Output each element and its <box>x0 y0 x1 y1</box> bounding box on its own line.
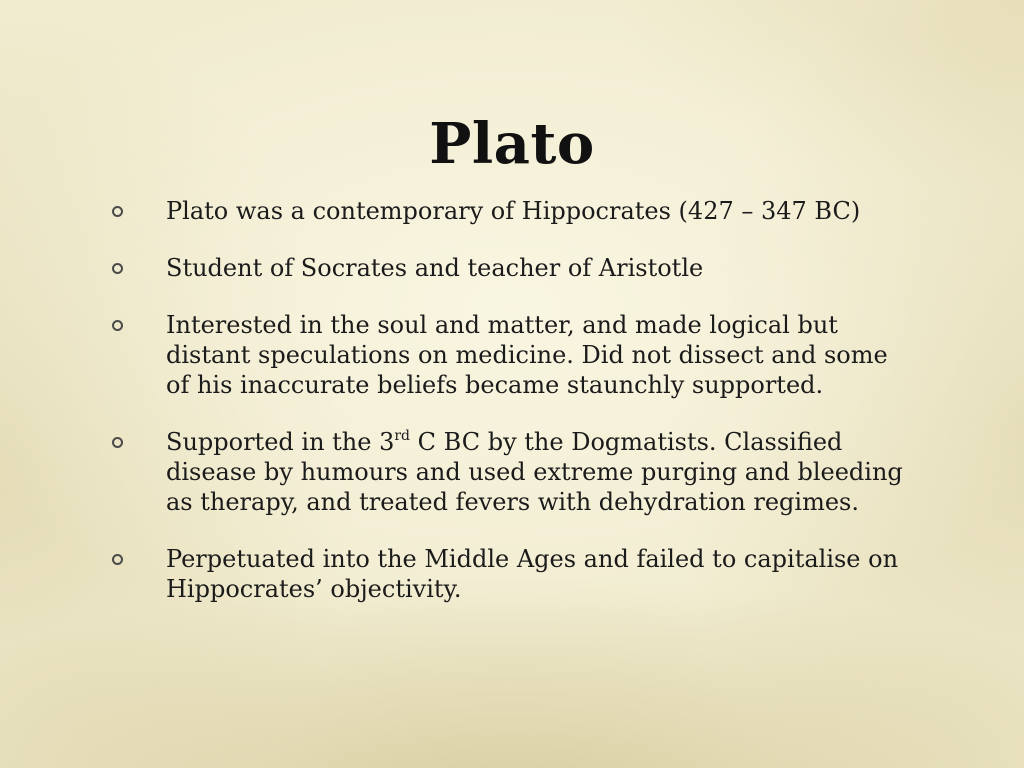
hollow-circle-icon <box>112 320 123 331</box>
bullet-text: Plato was a contemporary of Hippocrates (427 – 347 BC) <box>166 197 861 225</box>
bullet-text-before: Supported in the 3 <box>166 428 395 456</box>
bullet-item <box>112 310 912 400</box>
bullet-item <box>112 196 912 226</box>
bullet-text: Interested in the soul and matter, and made logical but distant speculations on medicine. Did not dissect and some of his inaccurate beliefs became staunchly supported. <box>166 311 888 399</box>
hollow-circle-icon <box>112 437 123 448</box>
slide-title: Plato <box>429 110 595 177</box>
hollow-circle-icon <box>112 554 123 565</box>
bullet-text: Student of Socrates and teacher of Aristotle <box>166 254 704 282</box>
ordinal-superscript: rd <box>394 428 411 444</box>
bullet-text <box>166 428 903 516</box>
bullet-item <box>112 544 912 604</box>
bullet-list <box>112 196 912 631</box>
hollow-circle-icon <box>112 206 123 217</box>
bullet-item <box>112 253 912 283</box>
bullet-item <box>112 427 912 517</box>
hollow-circle-icon <box>112 263 123 274</box>
bullet-text: Perpetuated into the Middle Ages and failed to capitalise on Hippocrates’ objectivity. <box>166 545 899 603</box>
bullet-text-after: C BC by the Dogmatists. Classified disease by humours and used extreme purging and bleeding as therapy, and treated fevers with dehydration regimes. <box>166 428 903 516</box>
